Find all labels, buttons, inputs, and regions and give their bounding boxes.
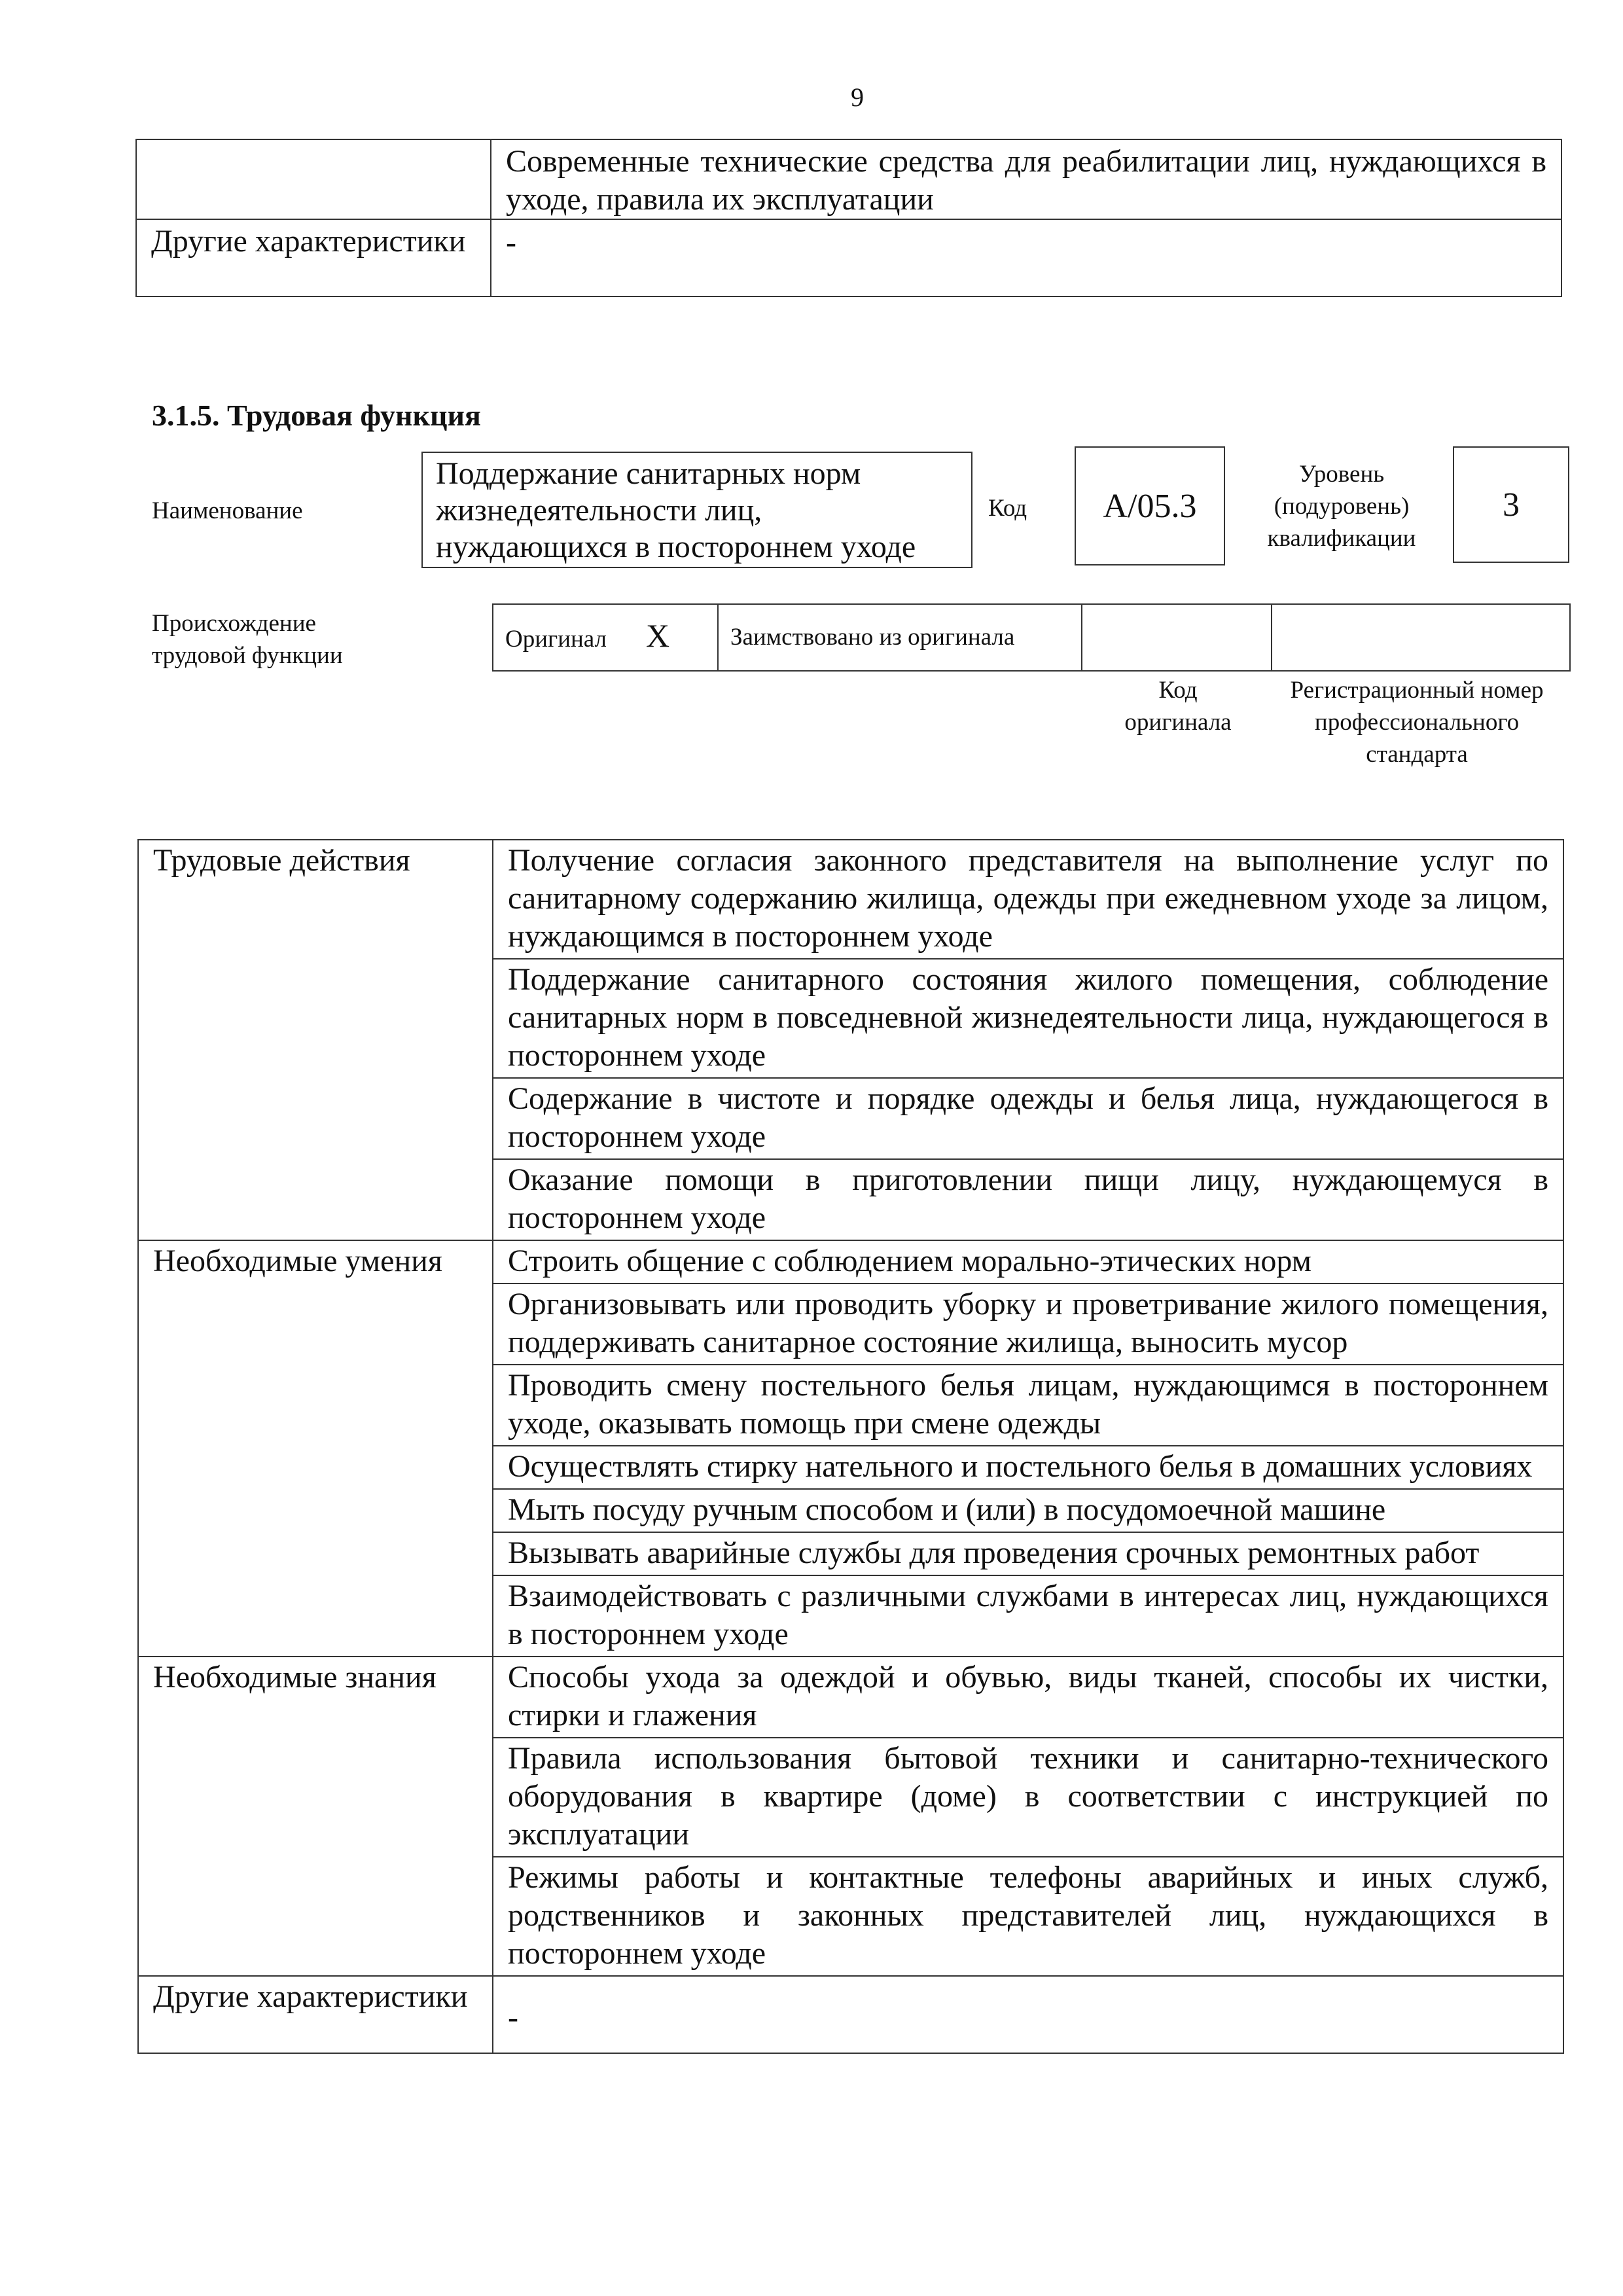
- list-item: Содержание в чистоте и порядке одежды и белья лица, нуждающегося в постороннем уходе: [493, 1077, 1563, 1158]
- table-cell-label: [136, 139, 491, 219]
- borrowed-cell: Заимствовано из оригинала: [718, 604, 1082, 671]
- original-cell: [493, 604, 718, 671]
- origin-label: Происхождение трудовой функции: [152, 610, 343, 669]
- list-item: Получение согласия законного представителя на выполнение услуг по санитарному содержанию жилища, одежды при ежедневном уходе за лицом, нуждающимся в постороннем уходе: [508, 843, 1548, 954]
- original-code-cell: [1082, 604, 1272, 671]
- table-cell-value: Современные технические средства для реабилитации лиц, нуждающихся в уходе, правила их эксплуатации: [491, 139, 1561, 219]
- required-skills-label: Необходимые умения: [138, 1240, 493, 1657]
- original-label: Оригинал: [505, 626, 607, 653]
- required-skills-row: [138, 1240, 1563, 1657]
- table-cell-label: Другие характеристики: [136, 219, 491, 296]
- reg-caption: Регистрационный номер профессионального стандарта: [1290, 677, 1544, 768]
- code-label: Код: [988, 495, 1027, 522]
- required-knowledge-row: [138, 1657, 1563, 1976]
- list-item: Правила использования бытовой техники и санитарно-технического оборудования в квартире (доме) в соответствии с инструкцией по эксплуатации: [493, 1737, 1563, 1856]
- reg-number-cell: [1272, 604, 1570, 671]
- level-value-box: 3: [1453, 446, 1569, 563]
- list-item: Способы ухода за одеждой и обувью, виды тканей, способы их чистки, стирки и глажения: [508, 1660, 1548, 1732]
- list-item: Мыть посуду ручным способом и (или) в посудомоечной машине: [493, 1488, 1563, 1532]
- list-item: Поддержание санитарного состояния жилого помещения, соблюдение санитарных норм в повседневной жизнедеятельности лица, нуждающегося в постороннем уходе: [493, 958, 1563, 1077]
- required-knowledge-label: Необходимые знания: [138, 1657, 493, 1976]
- labor-actions-row: [138, 840, 1563, 1240]
- function-name-box: Поддержание санитарных норм жизнедеятельности лиц, нуждающихся в постороннем уходе: [421, 452, 972, 568]
- other-characteristics-row: [138, 1976, 1563, 2053]
- original-mark: Х: [646, 617, 670, 654]
- list-item: Организовывать или проводить уборку и проветривание жилого помещения, поддерживать санитарное состояние жилища, выносить мусор: [493, 1283, 1563, 1364]
- list-item: Осуществлять стирку нательного и постельного белья в домашних условиях: [493, 1445, 1563, 1488]
- main-table: [137, 839, 1564, 2054]
- table-row: [136, 219, 1561, 296]
- other-characteristics-value: -: [493, 1976, 1563, 2053]
- table-cell-value: -: [491, 219, 1561, 296]
- origin-table: [492, 603, 1571, 672]
- labor-actions-label: Трудовые действия: [138, 840, 493, 1240]
- list-item: Оказание помощи в приготовлении пищи лицу, нуждающемуся в постороннем уходе: [493, 1158, 1563, 1240]
- list-item: Вызывать аварийные службы для проведения срочных ремонтных работ: [493, 1532, 1563, 1575]
- other-characteristics-label: Другие характеристики: [138, 1976, 493, 2053]
- table-row: [136, 139, 1561, 219]
- page-number: 9: [851, 82, 864, 112]
- table-row: [493, 604, 1570, 671]
- level-label: Уровень (подуровень) квалификации: [1267, 461, 1416, 552]
- code-caption: Код оригинала: [1124, 677, 1232, 736]
- code-value-box: А/05.3: [1075, 446, 1225, 565]
- list-item: Взаимодействовать с различными службами в интересах лиц, нуждающихся в постороннем уходе: [493, 1575, 1563, 1656]
- name-label: Наименование: [152, 497, 303, 524]
- list-item: Проводить смену постельного белья лицам, нуждающимся в постороннем уходе, оказывать помощь при смене одежды: [493, 1364, 1563, 1445]
- top-table: [135, 139, 1562, 297]
- list-item: Строить общение с соблюдением морально-этических норм: [508, 1244, 1312, 1278]
- section-title: 3.1.5. Трудовая функция: [152, 399, 481, 432]
- list-item: Режимы работы и контактные телефоны аварийных и иных служб, родственников и законных представителей лиц, нуждающихся в постороннем уходе: [493, 1856, 1563, 1975]
